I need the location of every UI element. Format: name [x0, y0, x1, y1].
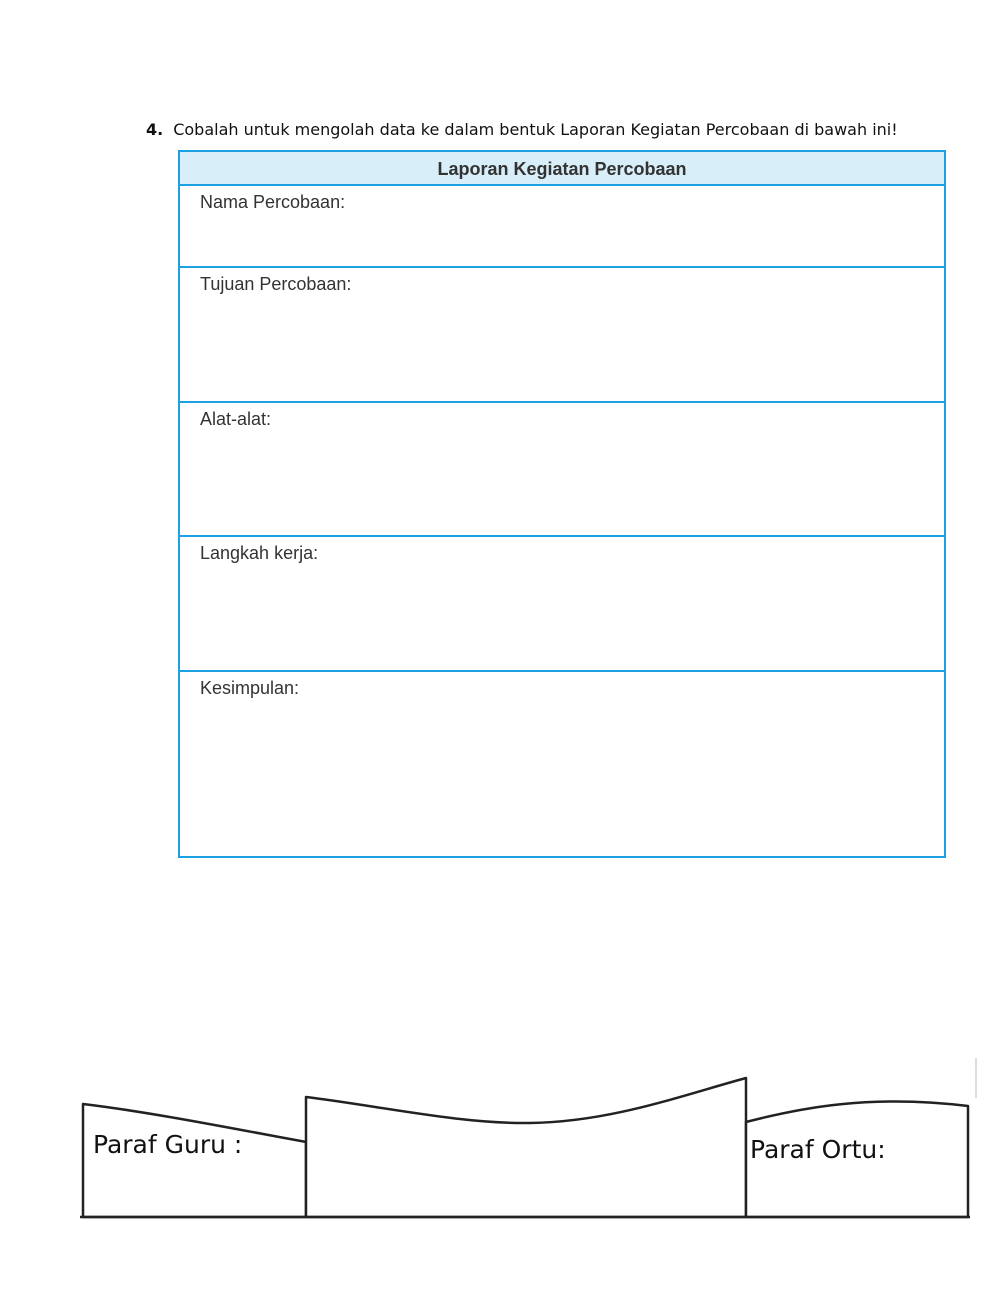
section-label: Langkah kerja:: [200, 543, 319, 563]
section-label: Tujuan Percobaan:: [200, 274, 352, 294]
instruction-text: Cobalah untuk mengolah data ke dalam bentuk Laporan Kegiatan Percobaan di bawah ini!: [173, 120, 898, 139]
section-label: Kesimpulan:: [200, 678, 300, 698]
teacher-signature-label: Paraf Guru :: [93, 1130, 243, 1159]
parent-signature-label: Paraf Ortu:: [750, 1135, 886, 1164]
teacher-signature-box: [83, 1104, 306, 1217]
section-label: Nama Percobaan:: [200, 192, 346, 212]
section-label: Alat-alat:: [200, 409, 272, 429]
report-title: Laporan Kegiatan Percobaan: [180, 152, 944, 186]
middle-signature-box: [306, 1078, 746, 1217]
question-number: 4.: [146, 120, 164, 139]
